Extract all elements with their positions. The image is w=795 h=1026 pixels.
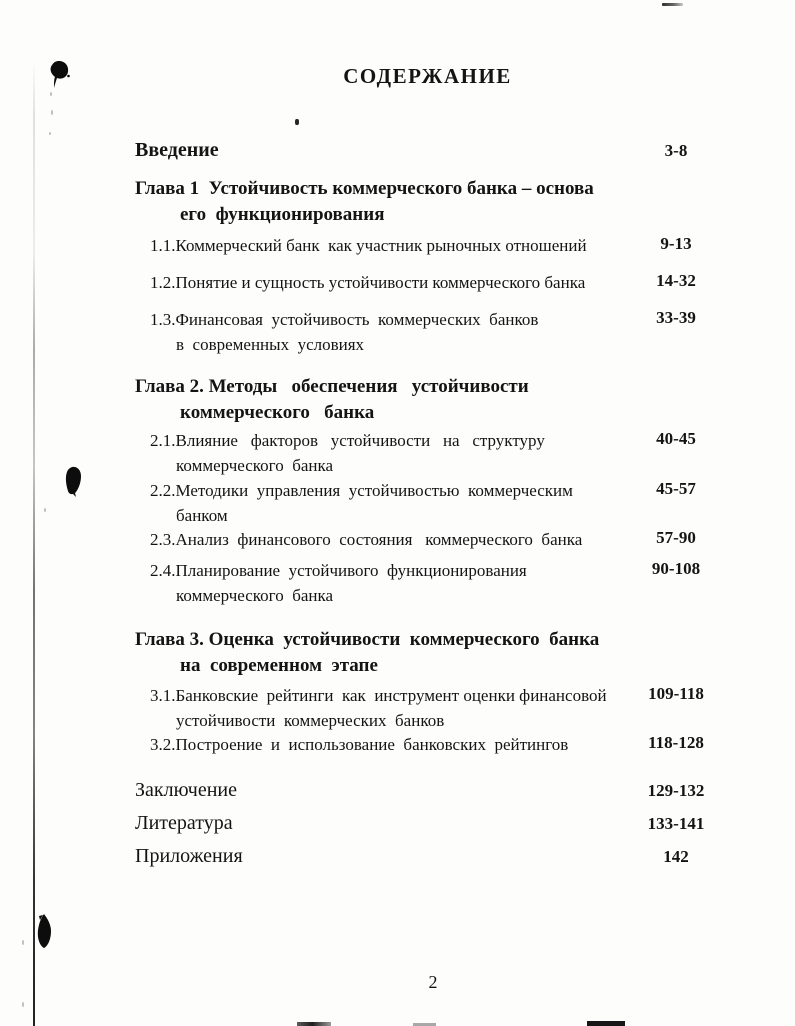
toc-entry-label-line2: устойчивости коммерческих банков xyxy=(176,711,445,730)
toc-entry-3-1 xyxy=(135,683,713,733)
toc-entry-introduction xyxy=(135,139,713,161)
toc-entry-chapter-3 xyxy=(135,627,713,679)
speck xyxy=(22,940,24,945)
ink-blot-bottom xyxy=(35,914,53,950)
toc-entry-label: Глава 2. Методы обеспечения устойчивости xyxy=(135,376,529,397)
toc-entry-label: Литература xyxy=(135,812,233,834)
toc-entry-label: Глава 3. Оценка устойчивости коммерческого банка xyxy=(135,629,600,650)
toc-entry-appendices xyxy=(135,845,713,867)
toc-entry-label: 3.1.Банковские рейтинги как инструмент оценки финансовой xyxy=(150,686,607,705)
toc-entry-3-2 xyxy=(135,732,713,757)
toc-entry-pages: 33-39 xyxy=(656,308,696,327)
scan-edge-mark xyxy=(587,1021,625,1026)
toc-entry-label-line2: на современном этапе xyxy=(180,655,378,676)
toc-entry-1-2 xyxy=(135,270,713,295)
toc-entry-label-line2: банком xyxy=(176,506,228,525)
toc-entry-label: Приложения xyxy=(135,845,243,867)
speck xyxy=(49,132,51,135)
toc-entry-2-1 xyxy=(135,428,713,478)
toc-entry-label: 1.2.Понятие и сущность устойчивости коммерческого банка xyxy=(150,273,586,292)
toc-entry-label: Глава 1 Устойчивость коммерческого банка – основа xyxy=(135,178,594,199)
speck xyxy=(44,508,46,512)
scan-fold-line xyxy=(33,60,35,1026)
toc-entry-pages: 118-128 xyxy=(648,733,704,752)
toc-entry-label-line2: коммерческого банка xyxy=(176,586,334,605)
toc-entry-pages: 109-118 xyxy=(648,684,704,703)
toc-entry-pages: 57-90 xyxy=(656,528,696,547)
scan-edge-mark xyxy=(297,1022,331,1026)
toc-entry-pages: 9-13 xyxy=(660,234,692,253)
toc-entry-pages: 40-45 xyxy=(656,429,696,448)
toc-entry-label: 1.3.Финансовая устойчивость коммерческих банков xyxy=(150,310,539,329)
toc-entry-literature xyxy=(135,812,713,834)
toc-entry-label: 2.1.Влияние факторов устойчивости на структуру xyxy=(150,431,545,450)
toc-entry-1-1 xyxy=(135,233,713,258)
ink-dot xyxy=(295,119,299,125)
toc-entry-label: Заключение xyxy=(135,779,237,801)
toc-entry-label-line2: коммерческого банка xyxy=(176,456,334,475)
toc-entry-label-line2: коммерческого банка xyxy=(180,402,375,423)
page-number: 2 xyxy=(428,972,438,992)
toc-entry-label: Введение xyxy=(135,139,219,161)
speck xyxy=(22,1002,24,1007)
toc-entry-label: 3.2.Построение и использование банковских рейтингов xyxy=(150,735,569,754)
toc-entry-chapter-1 xyxy=(135,176,713,228)
ink-blot-top xyxy=(47,60,71,90)
toc-entry-label: 2.2.Методики управления устойчивостью коммерческим xyxy=(150,481,573,500)
toc-entry-pages: 90-108 xyxy=(651,559,701,578)
toc-entry-pages: 14-32 xyxy=(656,271,696,290)
toc-entry-pages: 3-8 xyxy=(664,141,688,160)
toc-entry-label-line2: его функционирования xyxy=(180,204,385,225)
toc-entry-conclusion xyxy=(135,779,713,801)
toc-entry-2-2 xyxy=(135,478,713,528)
toc-entry-2-4 xyxy=(135,558,713,608)
toc-entry-chapter-2 xyxy=(135,374,713,426)
toc-entry-label: 2.3.Анализ финансового состояния коммерческого банка xyxy=(150,530,583,549)
toc-entry-pages: 45-57 xyxy=(656,479,696,498)
toc-entry-pages: 133-141 xyxy=(647,814,705,833)
toc-entry-label-line2: в современных условиях xyxy=(176,335,365,354)
toc-entry-pages: 142 xyxy=(663,847,689,866)
scan-dash-mark xyxy=(662,3,683,6)
toc-entry-1-3 xyxy=(135,307,713,357)
toc-entry-2-3 xyxy=(135,527,713,552)
toc-entry-label: 2.4.Планирование устойчивого функционирования xyxy=(150,561,527,580)
speck xyxy=(50,92,52,96)
toc-entry-label: 1.1.Коммерческий банк как участник рыночных отношений xyxy=(150,236,587,255)
speck xyxy=(51,110,53,115)
page-title: СОДЕРЖАНИЕ xyxy=(343,64,512,88)
ink-blot-middle xyxy=(63,466,83,498)
toc-entry-pages: 129-132 xyxy=(647,781,705,800)
